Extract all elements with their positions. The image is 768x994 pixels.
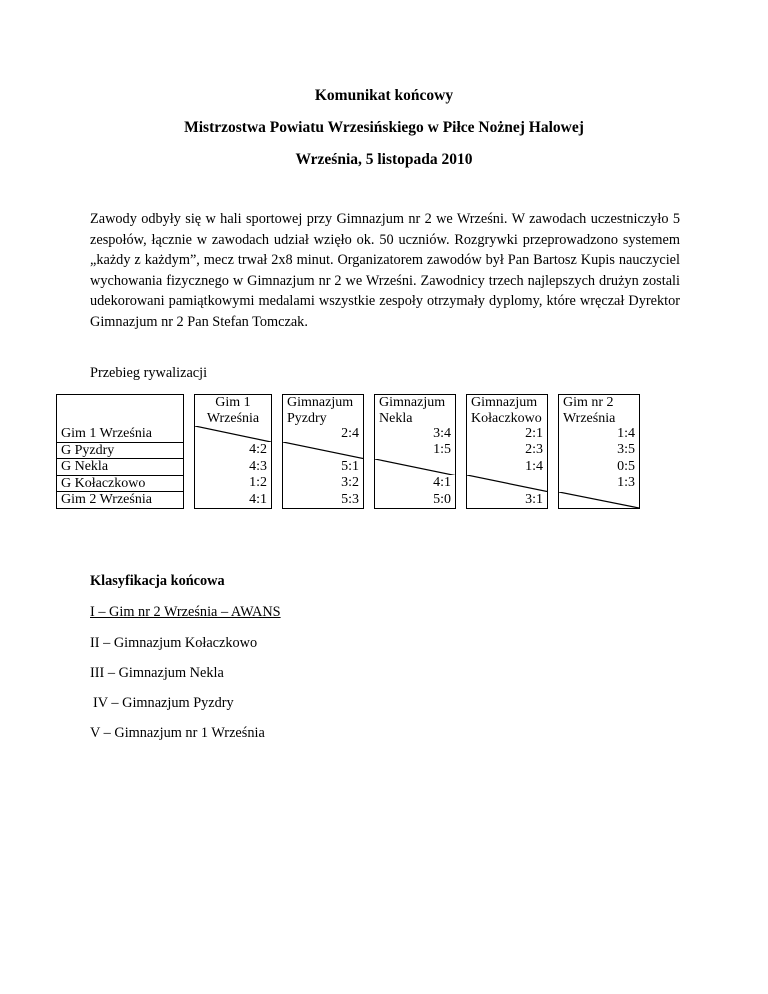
table-row <box>57 492 640 509</box>
score-cell: 3:4 <box>375 426 456 442</box>
results-table <box>56 394 640 509</box>
score-cell: 2:4 <box>283 426 364 442</box>
column-header: Gim nr 2 Września <box>559 395 640 427</box>
row-team: G Nekla <box>57 459 184 476</box>
score-cell: 1:5 <box>375 442 456 459</box>
score-cell: 4:1 <box>195 492 272 509</box>
column-header: Gimnazjum Pyzdry <box>283 395 364 427</box>
score-cell: 0:5 <box>559 459 640 476</box>
row-team: G Pyzdry <box>57 442 184 459</box>
diagonal-cell <box>375 459 456 476</box>
diagonal-cell <box>283 442 364 459</box>
diagonal-cell <box>467 475 548 492</box>
score-cell: 2:1 <box>467 426 548 442</box>
column-header: Gimnazjum Nekla <box>375 395 456 427</box>
diagonal-cell <box>195 426 272 442</box>
rank-item: V – Gimnazjum nr 1 Września <box>90 725 265 741</box>
classification-title: Klasyfikacja końcowa <box>90 573 225 589</box>
rank-item: I – Gim nr 2 Września – AWANS <box>90 604 281 620</box>
row-team: Gim 1 Września <box>57 426 184 442</box>
score-cell: 4:1 <box>375 475 456 492</box>
table-row <box>57 426 640 442</box>
score-cell: 5:1 <box>283 459 364 476</box>
table-row <box>57 442 640 459</box>
rank-item: III – Gimnazjum Nekla <box>90 665 224 681</box>
score-cell: 4:3 <box>195 459 272 476</box>
corner-cell <box>57 395 184 427</box>
table-row <box>57 459 640 476</box>
score-cell: 1:3 <box>559 475 640 492</box>
score-cell: 1:4 <box>467 459 548 476</box>
score-cell: 5:3 <box>283 492 364 509</box>
row-team: Gim 2 Września <box>57 492 184 509</box>
rank-item: IV – Gimnazjum Pyzdry <box>93 695 234 711</box>
score-cell: 2:3 <box>467 442 548 459</box>
score-cell: 1:2 <box>195 475 272 492</box>
table-header-row <box>57 395 640 427</box>
table-row <box>57 475 640 492</box>
row-team: G Kołaczkowo <box>57 475 184 492</box>
score-cell: 3:2 <box>283 475 364 492</box>
intro-paragraph: Zawody odbyły się w hali sportowej przy Gimnazjum nr 2 we Wrześni. W zawodach uczestniczyło 5 zespołów, łącznie w zawodach udział wzięło ok. 50 uczniów. Rozgrywki przeprowadzono systemem „każdy z każdym”, mecz trwał 2x8 minut. Organizatorem zawodów był Pan Bartosz Kupis nauczyciel wychowania fizycznego w Gimnazjum nr 2 we Wrześni. Zawodnicy trzech najlepszych drużyn zostali udekorowani pamiątkowymi medalami wszystkie zespoły otrzymały dyplomy, które wręczał Dyrektor Gimnazjum nr 2 Pan Stefan Tomczak. <box>90 211 680 330</box>
event-title: Mistrzostwa Powiatu Wrzesińskiego w Piłce Nożnej Halowej <box>184 119 584 136</box>
progress-label: Przebieg rywalizacji <box>90 365 208 381</box>
diagonal-cell <box>559 492 640 509</box>
score-cell: 4:2 <box>195 442 272 459</box>
score-cell: 5:0 <box>375 492 456 509</box>
document-title: Komunikat końcowy <box>314 87 454 104</box>
score-cell: 3:5 <box>559 442 640 459</box>
column-header: Gim 1 Września <box>195 395 272 427</box>
column-header: Gimnazjum Kołaczkowo <box>467 395 548 427</box>
score-cell: 3:1 <box>467 492 548 509</box>
score-cell: 1:4 <box>559 426 640 442</box>
rank-item: II – Gimnazjum Kołaczkowo <box>90 635 258 651</box>
event-date: Września, 5 listopada 2010 <box>295 151 473 168</box>
